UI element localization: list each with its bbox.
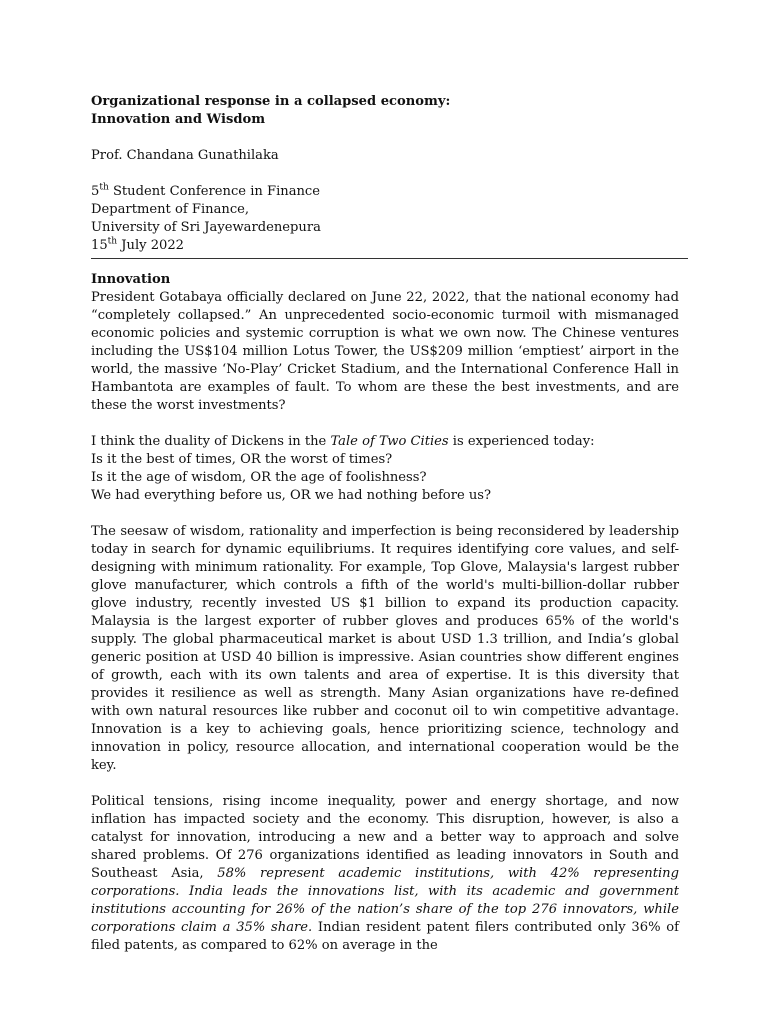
dickens-block: [91, 433, 679, 505]
title-line-1: Organizational response in a collapsed economy:: [91, 94, 451, 109]
document-title: [91, 93, 679, 129]
paragraph-4: Political tensions, rising income inequality, power and energy shortage, and now inflation has impacted society and the economy. This disruption, however, is also a catalyst for innovation, introducing a new and a better way to approach and solve shared problems. Of 276 organizations identified as leading innovators in South and Southeast Asia, 58% represent academic institutions, with 42% representing corporations. India leads the innovations list, with its academic and government institutions accounting for 26% of the nation’s share of the top 276 innovators, while corporations claim a 35% share. Indian resident patent filers contributed only 36% of filed patents, as compared to 62% on average in the: [91, 794, 679, 953]
department: Department of Finance,: [91, 202, 250, 217]
dickens-intro: I think the duality of Dickens in the Tale of Two Cities is experienced today:: [91, 434, 595, 449]
conference-date: 15th July 2022: [91, 236, 185, 253]
conference-name: 5th Student Conference in Finance: [91, 182, 321, 199]
document-page: [91, 93, 679, 955]
question-1: Is it the best of times, OR the worst of times?: [91, 452, 393, 467]
section-heading: Innovation: [91, 272, 171, 287]
question-2: Is it the age of wisdom, OR the age of foolishness?: [91, 470, 427, 485]
author-name: Prof. Chandana Gunathilaka: [91, 148, 279, 163]
university: University of Sri Jayewardenepura: [91, 220, 321, 235]
paragraph-3: The seesaw of wisdom, rationality and imperfection is being reconsidered by leadership today in search for dynamic equilibriums. It requires identifying core values, and self-designing with minimum rationality. For example, Top Glove, Malaysia's largest rubber glove manufacturer, which controls a fifth of the world's multi-billion-dollar rubber glove industry, recently invested US $1 billion to expand its production capacity. Malaysia is the largest exporter of rubber gloves and produces 65% of the world's supply. The global pharmaceutical market is about USD 1.3 trillion, and India’s global generic position at USD 40 billion is impressive. Asian countries show different engines of growth, each with its own talents and area of expertise. It is this diversity that provides it resilience as well as strength. Many Asian organizations have re-defined with own natural resources like rubber and coconut oil to win competitive advantage. Innovation is a key to achieving goals, hence prioritizing science, technology and innovation in policy, resource allocation, and international cooperation would be the key.: [91, 524, 679, 773]
title-line-2: Innovation and Wisdom: [91, 112, 266, 127]
paragraph-1: President Gotabaya officially declared on June 22, 2022, that the national economy had “completely collapsed.” An unprecedented socio-economic turmoil with mismanaged economic policies and systemic corruption is what we own now. The Chinese ventures including the US$104 million Lotus Tower, the US$209 million ‘emptiest’ airport in the world, the massive ‘No-Play’ Cricket Stadium, and the International Conference Hall in Hambantota are examples of fault. To whom are these the best investments, and are these the worst investments?: [91, 290, 679, 413]
question-3: We had everything before us, OR we had nothing before us?: [91, 488, 492, 503]
header-divider: [91, 258, 688, 259]
conference-details: [91, 183, 679, 255]
